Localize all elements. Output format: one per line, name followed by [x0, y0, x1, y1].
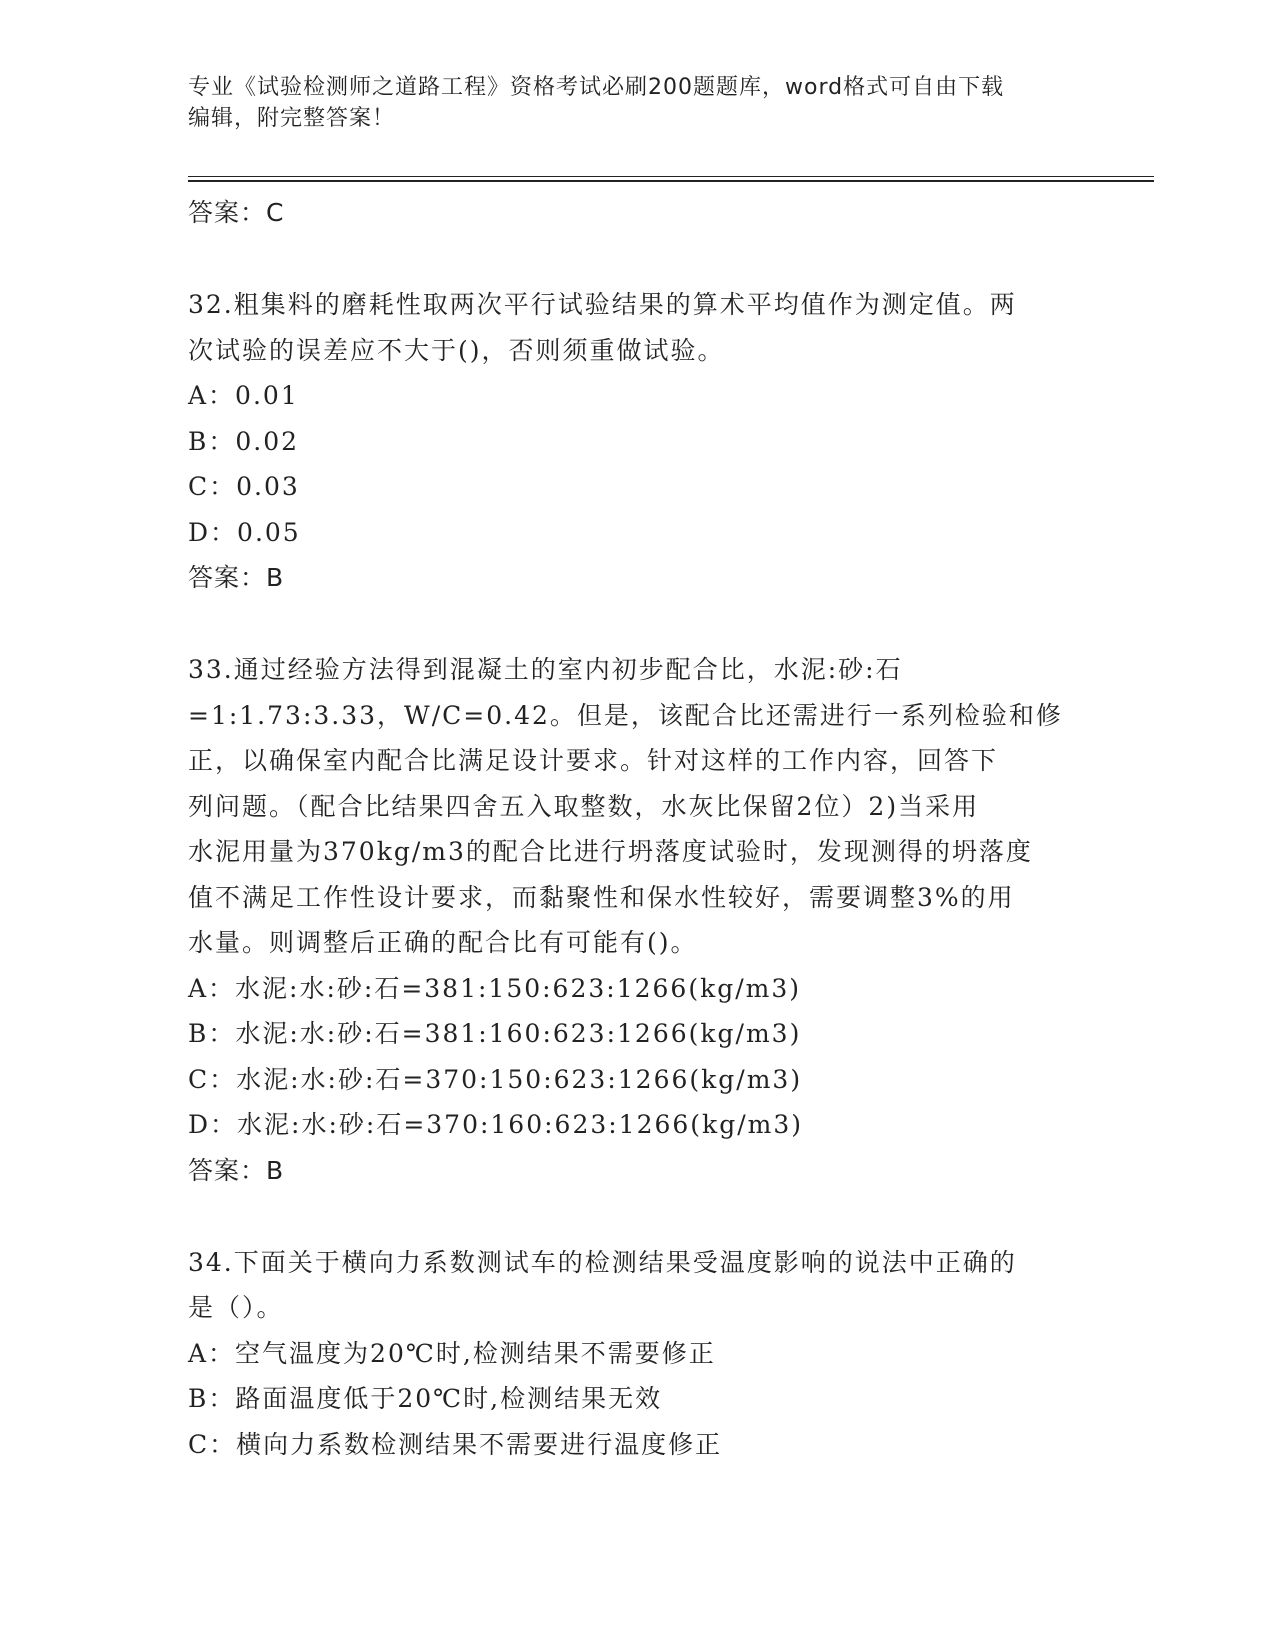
option-b: B：0.02: [188, 426, 300, 456]
option-d: D：0.05: [188, 517, 301, 547]
question-text-line: 是（）。: [188, 1293, 284, 1322]
question-text-line: 正，以确保室内配合比满足设计要求。针对这样的工作内容，回答下: [188, 746, 999, 775]
option-c: C：横向力系数检测结果不需要进行温度修正: [188, 1429, 723, 1459]
spacer: [188, 236, 1088, 282]
question-text-line: 列问题。（配合比结果四舍五入取整数，水灰比保留2位）2)当采用: [188, 791, 980, 821]
question-list: [188, 190, 1088, 1467]
option-d: D：水泥:水:砂:石=370:160:623:1266(kg/m3): [188, 1110, 803, 1139]
question-text-line: 33.通过经验方法得到混凝土的室内初步配合比，水泥:砂:石: [188, 655, 903, 684]
answer-line: 答案：B: [188, 1155, 285, 1185]
header-divider-thick: [188, 180, 1154, 182]
option-b: B：水泥:水:砂:石=381:160:623:1266(kg/m3): [188, 1019, 802, 1048]
option-b: B：路面温度低于20℃时,检测结果无效: [188, 1384, 663, 1413]
document-header: [188, 72, 1088, 134]
header-title-line-1: 专业《试验检测师之道路工程》资格考试必刷200题题库，word格式可自由下载: [188, 75, 1005, 100]
question-34: [188, 1240, 1088, 1468]
question-text-line: 34.下面关于横向力系数测试车的检测结果受温度影响的说法中正确的: [188, 1247, 1017, 1277]
question-text-line: 次试验的误差应不大于()，否则须重做试验。: [188, 335, 725, 365]
spacer: [188, 1194, 1088, 1240]
option-c: C：水泥:水:砂:石=370:150:623:1266(kg/m3): [188, 1064, 803, 1094]
answer-line: 答案：C: [188, 198, 285, 227]
option-c: C：0.03: [188, 472, 300, 501]
question-32: [188, 282, 1088, 601]
question-text-line: 水量。则调整后正确的配合比有可能有()。: [188, 928, 698, 957]
option-a: A：0.01: [188, 381, 299, 410]
option-a: A：空气温度为20℃时,检测结果不需要修正: [188, 1338, 716, 1368]
option-a: A：水泥:水:砂:石=381:150:623:1266(kg/m3): [188, 973, 802, 1003]
header-divider-thin: [188, 176, 1154, 177]
question-text-line: 值不满足工作性设计要求，而黏聚性和保水性较好，需要调整3%的用: [188, 882, 1015, 912]
answer-line: 答案：B: [188, 563, 285, 592]
question-text-line: 水泥用量为370kg/m3的配合比进行坍落度试验时，发现测得的坍落度: [188, 837, 1033, 866]
question-text-line: 32.粗集料的磨耗性取两次平行试验结果的算术平均值作为测定值。两: [188, 290, 1017, 319]
header-title-line-2: 编辑，附完整答案！: [188, 106, 396, 131]
question-33: [188, 647, 1088, 1194]
question-text-line: =1:1.73:3.33，W/C=0.42。但是，该配合比还需进行一系列检验和修: [188, 700, 1063, 730]
spacer: [188, 601, 1088, 647]
